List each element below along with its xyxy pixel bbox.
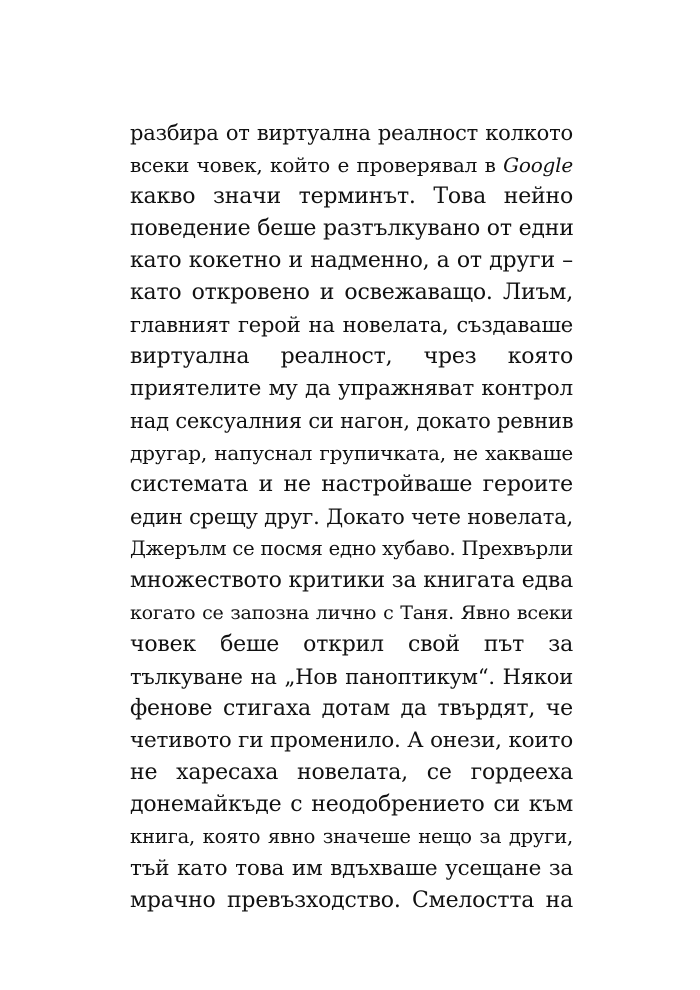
text-line-11: другар, напуснал групичката, не хакваше — [130, 441, 573, 465]
text-line-13: един срещу друг. Докато чете новелата, — [130, 505, 573, 529]
text-line-14: Джерълм се посмя едно хубаво. Прехвърли — [130, 537, 573, 560]
text-line-16: когато се запозна лично с Таня. Явно всеки — [130, 602, 573, 624]
text-line-18: тълкуване на „Нов паноптикум“. Някои — [130, 665, 573, 689]
text-line-4: поведение беше разтълкувано от едни — [130, 216, 574, 241]
text-line-20: четивото ги променило. А онези, които — [130, 728, 573, 753]
text-line-17: човек беше открил свой път за — [130, 632, 573, 657]
text-line-2: всеки човек, който е проверявал в Google — [130, 153, 573, 177]
text-line-10: над сексуалния си нагон, докато ревнив — [130, 409, 574, 433]
text-line-5: като кокетно и надменно, а от други – — [130, 248, 573, 273]
text-line-21: не харесаха новелата, се гордееха — [130, 760, 573, 785]
body-text — [130, 117, 573, 917]
text-line-6: като откровено и освежаващо. Лиъм, — [130, 280, 573, 305]
text-line-24: тъй като това им вдъхваше усещане за — [130, 856, 573, 881]
text-line-9: приятелите му да упражняват контрол — [130, 376, 573, 401]
text-line-12: системата и не настройваше героите — [130, 472, 573, 497]
text-line-7: главният герой на новелата, създаваше — [130, 313, 573, 337]
text-line-25: мрачно превъзходство. Смелостта на — [130, 888, 573, 913]
italic-word: Google — [503, 153, 573, 177]
text-line-19: фенове стигаха дотам да твърдят, че — [130, 696, 573, 721]
text-line-15: множеството критики за книгата едва — [130, 568, 573, 593]
text-line-23: книга, която явно значеше нещо за други, — [130, 825, 573, 848]
text-line-1: разбира от виртуална реалност колкото — [130, 121, 573, 145]
text-line-3: какво значи терминът. Това нейно — [130, 184, 573, 209]
text-line-8: виртуална реалност, чрез която — [130, 344, 573, 369]
text-line-22: донемайкъде с неодобрението си към — [130, 792, 573, 817]
